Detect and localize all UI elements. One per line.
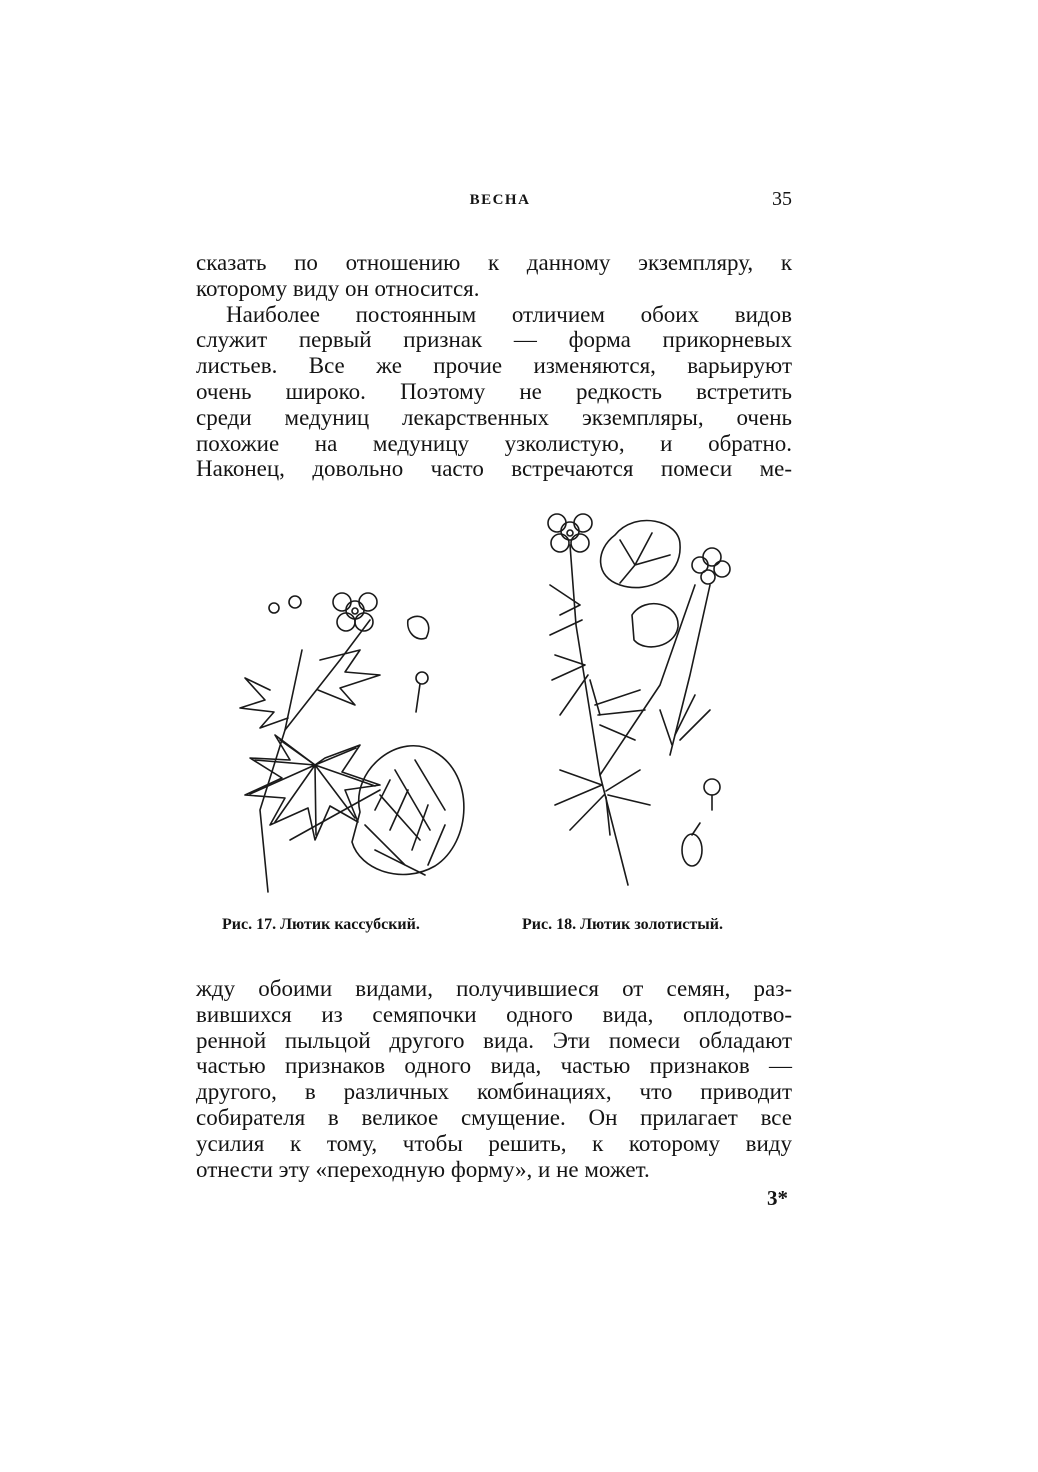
text-line: собирателя в великое смущение. Он прилагает все (196, 1104, 792, 1130)
text-line: служит первый признак — форма прикорневых (196, 327, 792, 353)
text-line: которому виду он относится. (196, 275, 480, 301)
body-text-bottom (196, 976, 792, 1182)
text-line: Наконец, довольно часто встречаются помеси ме- (196, 456, 792, 482)
figure-17-caption: Рис. 17. Лютик кассубский. (222, 916, 420, 933)
text-line: усилия к тому, чтобы решить, к которому виду (196, 1130, 792, 1156)
text-line: другого, в различных комбинациях, что приводит (196, 1079, 792, 1105)
text-line: частью признаков одного вида, частью признаков — (196, 1053, 792, 1079)
running-title: ВЕСНА (469, 192, 531, 208)
text-line: отнести эту «переходную форму», и не может. (196, 1156, 650, 1182)
text-line: среди медуниц лекарственных экземпляры, очень (196, 404, 792, 430)
text-line: жду обоими видами, получившиеся от семян, раз- (196, 976, 792, 1001)
text-line: сказать по отношению к данному экземпляру, к (196, 250, 792, 275)
text-line: листьев. Все же прочие изменяются, варьируют (196, 353, 792, 379)
text-line: Наиболее постоянным отличием обоих видов (226, 301, 792, 327)
figure-17-illustration (230, 580, 480, 900)
text-line: похожие на медуницу узколистую, и обратно. (196, 430, 792, 456)
figure-18-illustration (540, 505, 750, 890)
body-text-top (196, 250, 792, 482)
signature-mark: 3* (767, 1186, 788, 1210)
ranunculus-cassubicus-drawing (230, 580, 480, 900)
page-number: 35 (772, 188, 792, 210)
text-line: вившихся из семяпочки одного вида, оплодотво- (196, 1001, 792, 1027)
figure-18-caption: Рис. 18. Лютик золотистый. (522, 916, 723, 933)
text-line: очень широко. Поэтому не редкость встретить (196, 378, 792, 404)
text-line: ренной пыльцой другого вида. Эти помеси обладают (196, 1027, 792, 1053)
ranunculus-auricomus-drawing (540, 505, 750, 890)
